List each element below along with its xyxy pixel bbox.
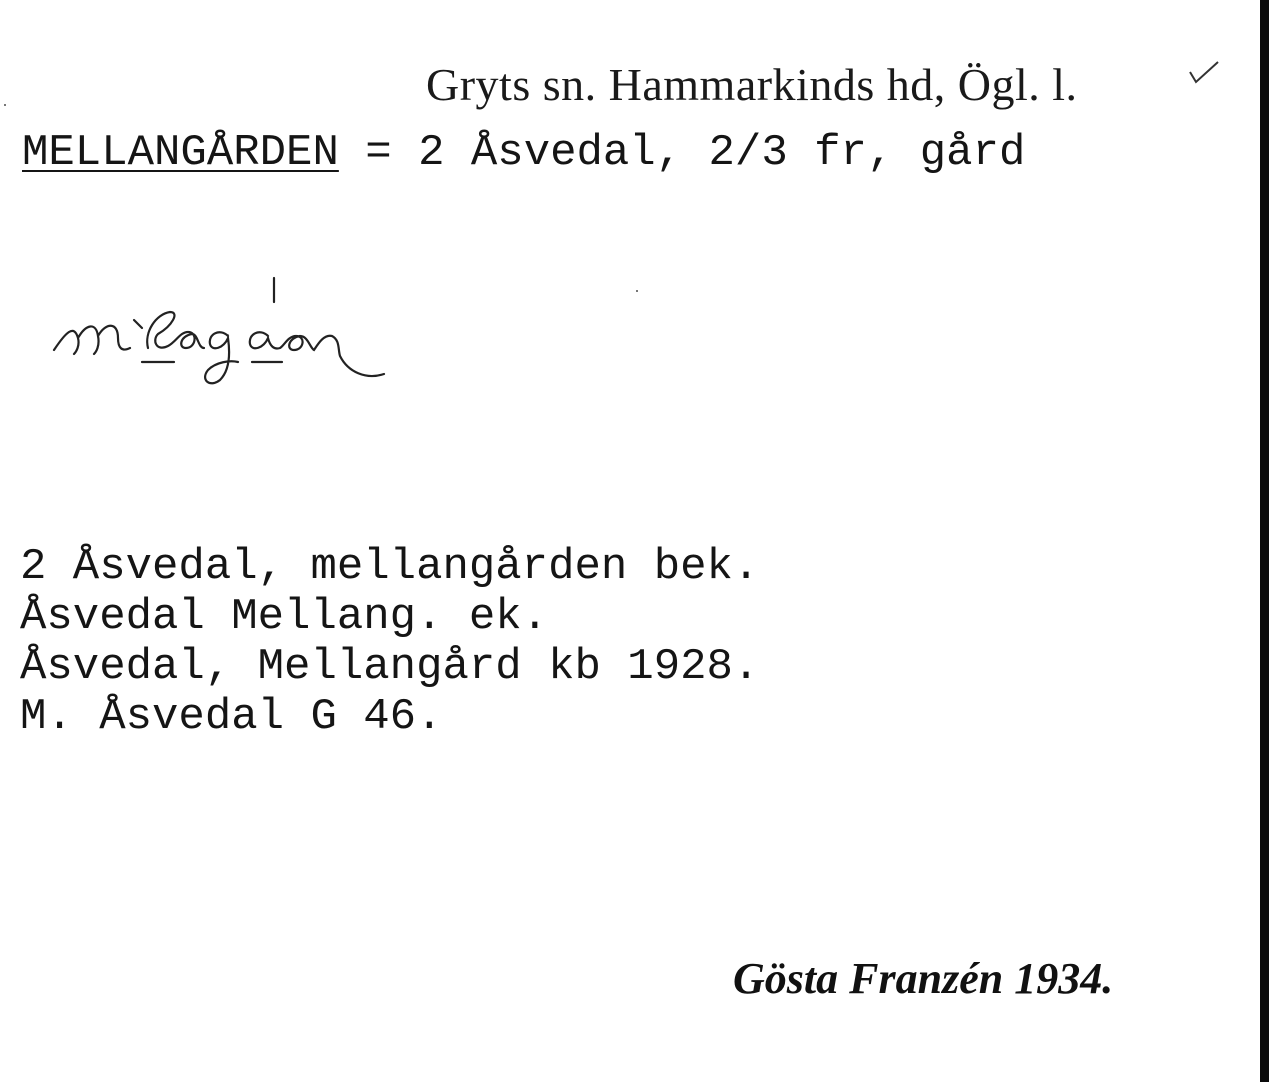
source-entry: Åsvedal, Mellangård kb 1928. [20,642,760,692]
card-edge-border [1260,0,1269,1082]
title-line [22,128,1025,178]
place-name: MELLANGÅRDEN [22,128,339,178]
source-entry: 2 Åsvedal, mellangården bek. [20,542,760,592]
handwritten-pronunciation [48,262,448,402]
place-description: = 2 Åsvedal, 2/3 fr, gård [338,128,1026,178]
paper-speck [4,104,6,106]
source-entry: Åsvedal Mellang. ek. [20,592,549,642]
collector-signature: Gösta Franzén 1934. [733,954,1114,1003]
source-list [20,542,759,742]
parish-header: Gryts sn. Hammarkinds hd, Ögl. l. [426,59,1078,110]
source-entry: M. Åsvedal G 46. [20,692,443,742]
paper-speck [636,290,638,292]
check-mark-icon [1186,60,1222,90]
